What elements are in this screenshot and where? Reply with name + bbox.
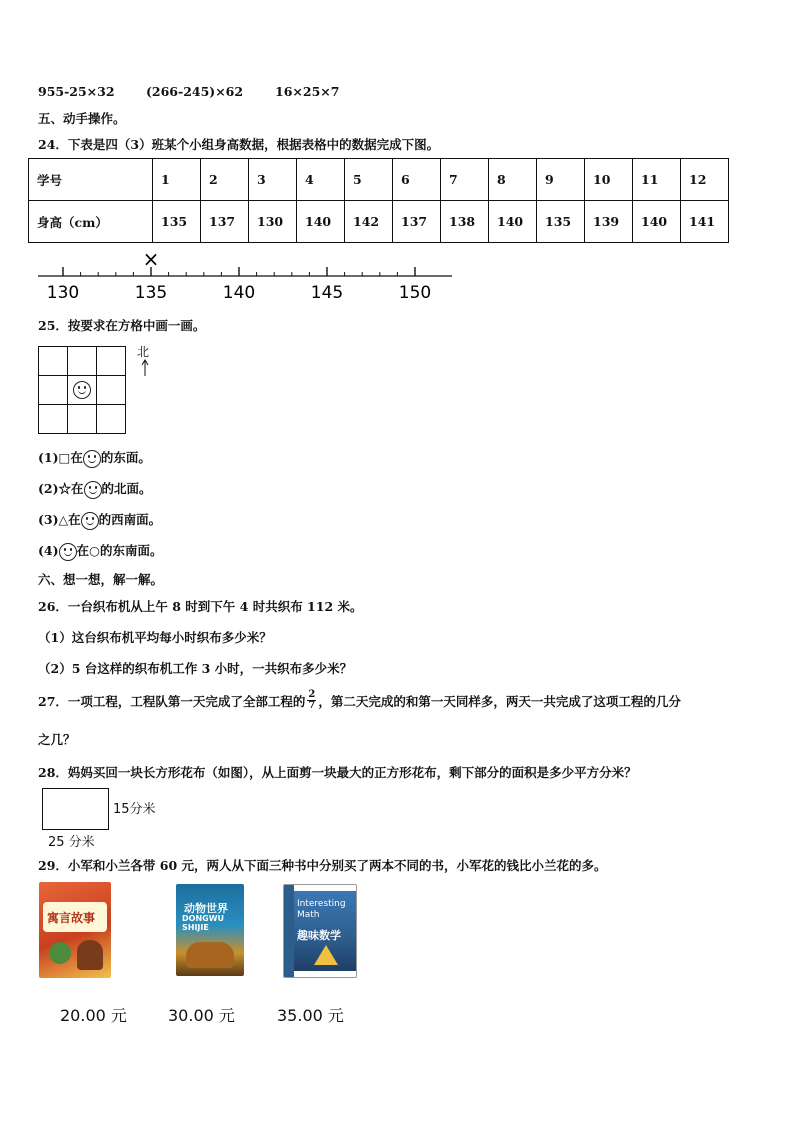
q25-item-1: [38, 448, 151, 468]
q27-post: ，第二天完成的和第一天同样多，两天一共完成了这项工程的几分: [318, 693, 681, 709]
table-cell: 1: [153, 159, 201, 201]
grid-cell-center[interactable]: [68, 376, 97, 405]
grid-cell[interactable]: [97, 347, 126, 376]
table-row-ids: [29, 159, 729, 201]
book-price-3: 35.00 元: [277, 1006, 344, 1025]
table-cell: 7: [441, 159, 489, 201]
q24-text: 24．下表是四（3）班某个小组身高数据，根据表格中的数据完成下图。: [38, 137, 440, 152]
table-row-heights: [29, 201, 729, 243]
table-cell: 141: [681, 201, 729, 243]
calc-expr-2: (266-245)×62: [146, 84, 244, 99]
axis-label: 145: [310, 283, 344, 303]
grid-cell[interactable]: [39, 347, 68, 376]
q29-text: 29．小军和小兰各带 60 元，两人从下面三种书中分别买了两本不同的书，小军花的钱比小兰花的多。: [38, 858, 607, 873]
number-line-ticks: [63, 267, 415, 276]
axis-label: 150: [398, 283, 432, 303]
grid-cell[interactable]: [39, 405, 68, 434]
table-cell: 137: [201, 201, 249, 243]
section-5-title: 五、动手操作。: [38, 111, 126, 126]
book-quwei-subtitle: Interesting Math: [297, 899, 346, 920]
book-quwei-title: 趣味数学: [297, 929, 341, 942]
north-arrow-icon: [140, 359, 150, 377]
table-cell: 135: [153, 201, 201, 243]
table-cell: 139: [585, 201, 633, 243]
table-cell: 6: [393, 159, 441, 201]
calc-expr-3: 16×25×7: [275, 84, 340, 99]
grid-cell[interactable]: [97, 405, 126, 434]
calc-expr-1: 955-25×32: [38, 84, 115, 99]
smiley-icon: [59, 543, 77, 561]
table-cell: 140: [489, 201, 537, 243]
smiley-icon: [83, 450, 101, 468]
q25-item-3-pre: (3)△在: [38, 512, 81, 527]
smiley-icon: [73, 381, 91, 399]
q26-text: 26．一台织布机从上午 8 时到下午 4 时共织布 112 米。: [38, 599, 363, 614]
q25-item-2: [38, 479, 152, 499]
q25-item-4: [38, 541, 162, 561]
height-table: [28, 158, 729, 243]
book-dongwu-title: 动物世界: [184, 902, 228, 915]
table-header-height: 身高（cm）: [29, 201, 153, 243]
grid-cell[interactable]: [97, 376, 126, 405]
smiley-icon: [81, 512, 99, 530]
book-yuyan-title: 寓言故事: [47, 911, 96, 925]
grid-cell[interactable]: [68, 405, 97, 434]
grid-cell[interactable]: [39, 376, 68, 405]
q27-pre: 27．一项工程，工程队第一天完成了全部工程的: [38, 693, 306, 709]
q25-text: 25．按要求在方格中画一画。: [38, 318, 206, 333]
q27-line-1: [38, 690, 681, 711]
smiley-icon: [84, 481, 102, 499]
q25-item-4-pre: (4): [38, 543, 59, 558]
book-yuyan-cover[interactable]: [39, 882, 111, 978]
table-cell: 140: [297, 201, 345, 243]
table-cell: 142: [345, 201, 393, 243]
q27-line-2: 之几？: [38, 732, 76, 747]
q25-item-1-post: 的东面。: [100, 450, 151, 465]
q25-item-3-post: 的西南面。: [98, 512, 162, 527]
north-label: 北: [137, 345, 150, 359]
table-cell: 9: [537, 159, 585, 201]
q25-item-4-post: 在○的东南面。: [76, 543, 163, 558]
axis-label: 140: [222, 283, 256, 303]
table-cell: 137: [393, 201, 441, 243]
table-cell: 2: [201, 159, 249, 201]
direction-grid: [38, 346, 126, 434]
table-cell: 10: [585, 159, 633, 201]
fraction-numerator: 2: [308, 689, 316, 700]
table-cell: 140: [633, 201, 681, 243]
axis-label: 130: [46, 283, 80, 303]
section-6-title: 六、想一想，解一解。: [38, 572, 164, 587]
table-cell: 138: [441, 201, 489, 243]
table-header-id: 学号: [29, 159, 153, 201]
q26-sub-2: （2）5 台这样的织布机工作 3 小时，一共织布多少米？: [38, 661, 353, 676]
book-quwei-cover[interactable]: [283, 884, 357, 978]
q25-item-1-pre: (1)□在: [38, 450, 83, 465]
q25-item-3: [38, 510, 161, 530]
table-cell: 135: [537, 201, 585, 243]
q28-text: 28．妈妈买回一块长方形花布（如图），从上面剪一块最大的正方形花布，剩下部分的面积是多少平方分米？: [38, 765, 637, 780]
table-cell: 4: [297, 159, 345, 201]
cloth-rectangle: [42, 788, 109, 830]
axis-label: 135: [134, 283, 168, 303]
table-cell: 130: [249, 201, 297, 243]
cloth-width-label: 15分米: [113, 802, 156, 817]
table-cell: 11: [633, 159, 681, 201]
cloth-length-label: 25 分米: [48, 835, 95, 850]
fraction-denominator: 7: [308, 700, 316, 711]
book-price-1: 20.00 元: [60, 1006, 127, 1025]
book-price-2: 30.00 元: [168, 1006, 235, 1025]
fraction: [307, 690, 316, 711]
q26-sub-1: （1）这台织布机平均每小时织布多少米？: [38, 630, 272, 645]
table-cell: 3: [249, 159, 297, 201]
book-dongwu-subtitle: DONGWU SHIJIE: [182, 914, 225, 932]
table-cell: 5: [345, 159, 393, 201]
table-cell: 8: [489, 159, 537, 201]
number-line: [30, 248, 460, 304]
q25-item-2-post: 的北面。: [101, 481, 152, 496]
q25-item-2-pre: (2)☆在: [38, 481, 84, 496]
cross-mark: ×: [142, 248, 160, 271]
table-cell: 12: [681, 159, 729, 201]
grid-cell[interactable]: [68, 347, 97, 376]
book-dongwu-cover[interactable]: [176, 884, 244, 976]
